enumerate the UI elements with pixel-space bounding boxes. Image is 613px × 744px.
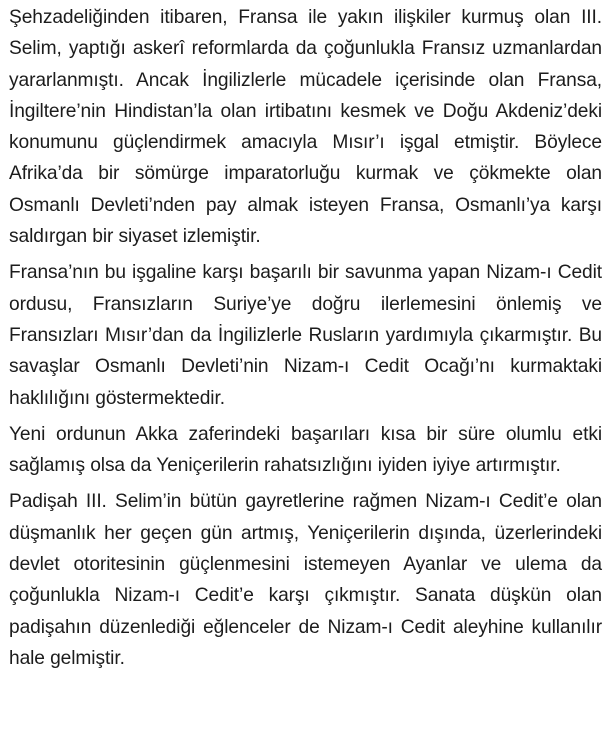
- document-page: [9, 2, 602, 674]
- paragraph-4: Padişah III. Selim’in bütün gayretlerine rağmen Nizam-ı Cedit’e olan düşmanlık her geçen gün artmış, Yeniçerilerin dışında, üzerlerindeki devlet otoritesinin güçlenmesini istemeyen Ayanlar ve ulema da çoğunlukla Nizam-ı Cedit’e karşı çıkmıştır. Sanata düşkün olan padişahın düzenlediği eğlenceler de Nizam-ı Cedit aleyhine kullanılır hale gelmiştir.: [9, 491, 602, 669]
- paragraph-3: Yeni ordunun Akka zaferindeki başarıları kısa bir süre olumlu etki sağlamış olsa da Yeniçerilerin rahatsızlığını iyiden iyiye artırmıştır.: [9, 423, 602, 477]
- paragraph-1: Şehzadeliğinden itibaren, Fransa ile yakın ilişkiler kurmuş olan III. Selim, yaptığı askerî reformlarda da çoğunlukla Fransız uzmanlardan yararlanmıştı. Ancak İngilizlerle mücadele içerisinde olan Fransa, İngiltere’nin Hindistan’la olan irtibatını kesmek ve Doğu Akdeniz’deki konumunu güçlendirmek amacıyla Mısır’ı işgal etmiştir. Böylece Afrika’da bir sömürge imparatorluğu kurmak ve çökmekte olan Osmanlı Devleti’nden pay almak isteyen Fransa, Osmanlı’ya karşı saldırgan bir siyaset izlemiştir.: [9, 7, 602, 248]
- paragraph-2: Fransa’nın bu işgaline karşı başarılı bir savunma yapan Nizam-ı Cedit ordusu, Fransızların Suriye’ye doğru ilerlemesini önlemiş ve Fransızları Mısır’dan da İngilizlerle Rusların yardımıyla çıkarmıştır. Bu savaşlar Osmanlı Devleti’nin Nizam-ı Cedit Ocağı’nı kurmaktaki haklılığını göstermektedir.: [9, 262, 602, 409]
